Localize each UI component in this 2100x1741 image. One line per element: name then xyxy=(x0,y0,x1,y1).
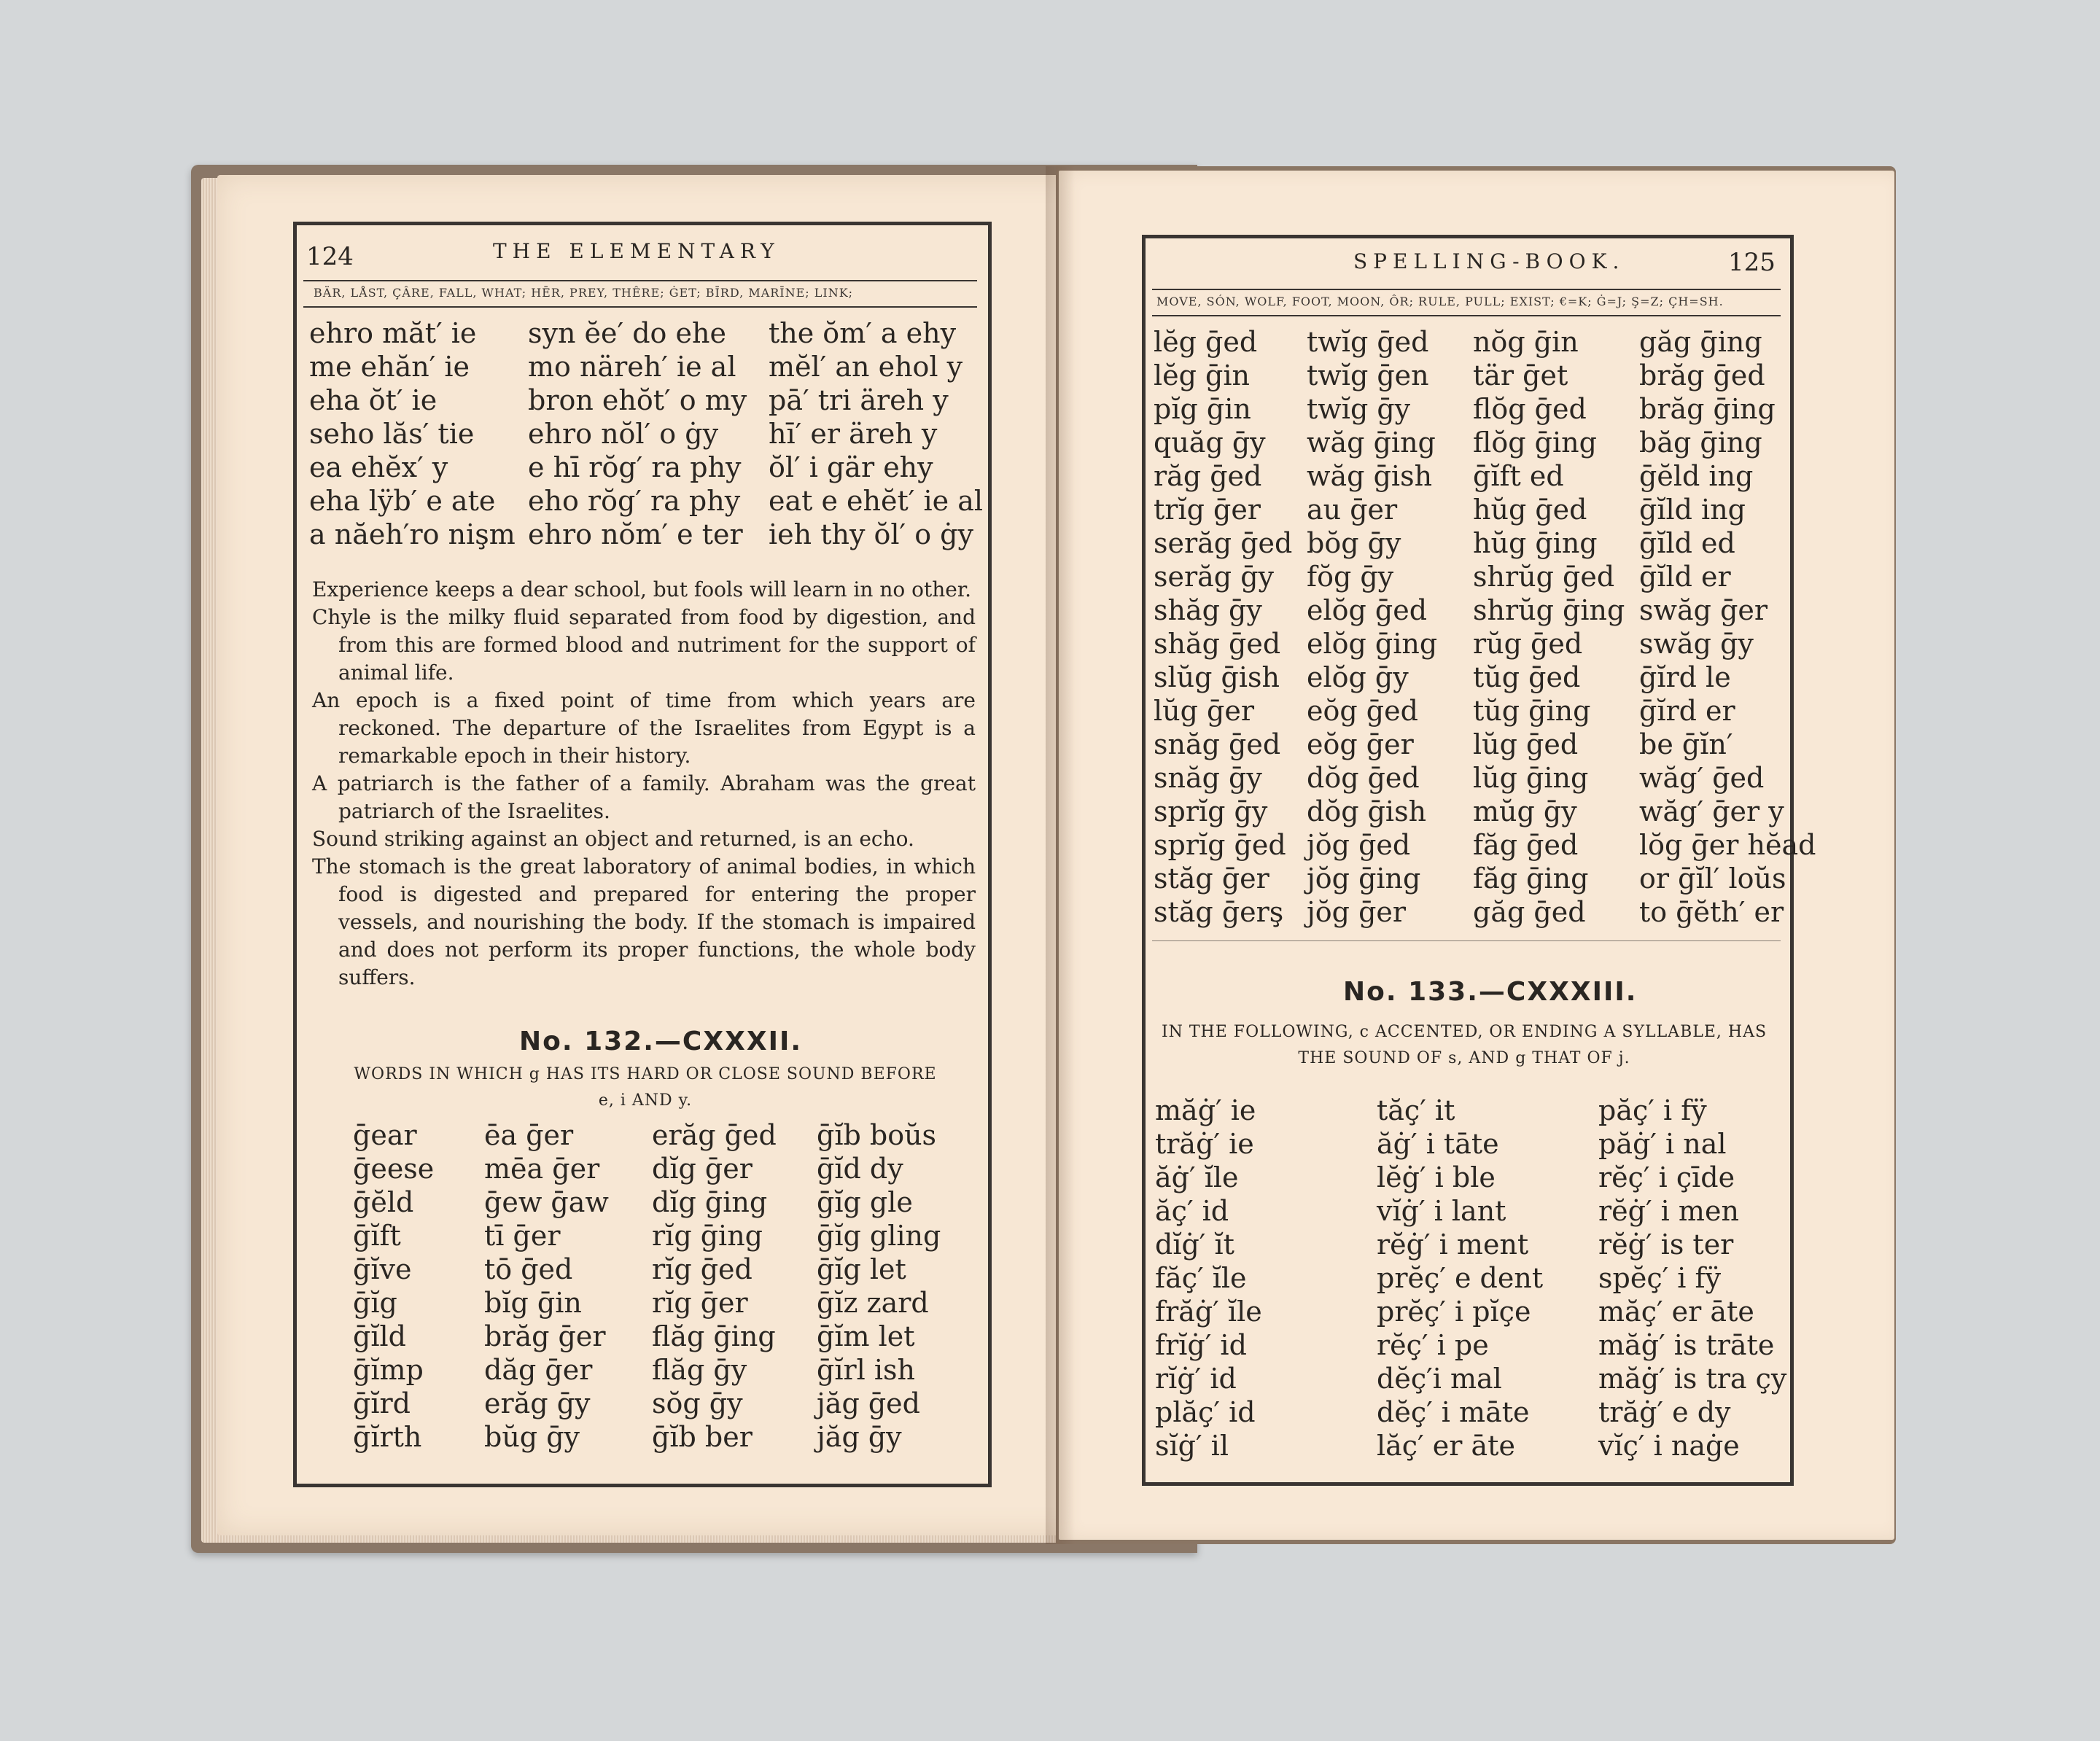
word: erăg ḡy xyxy=(484,1387,591,1419)
left-running-head: THE ELEMENTARY xyxy=(493,239,780,263)
word: snăg ḡy xyxy=(1154,762,1262,794)
word: tăç′ it xyxy=(1377,1094,1455,1126)
right-pronunciation-key: MOVE, SÓN, WOLF, FOOT, MOON, ÔR; RULE, PULL; EXIST; €=K; Ġ=J; Ş=Z; ÇH=SH. xyxy=(1156,295,1724,308)
lesson-133-column-1 xyxy=(1155,1094,1377,1462)
word: or ḡĭl′ loŭs xyxy=(1639,862,1786,895)
word: sprĭg ḡy xyxy=(1154,795,1268,827)
word: stăg ḡer xyxy=(1154,862,1269,895)
word: hŭg ḡing xyxy=(1473,527,1598,559)
word: jŏg ḡer xyxy=(1307,896,1407,928)
word: pā′ tri äreh y xyxy=(769,384,949,416)
lesson-133-heading: No. 133.—CXXXIII. xyxy=(1343,977,1638,1007)
word: dĭġ′ ĭt xyxy=(1155,1228,1234,1261)
word: dĕç′ i māte xyxy=(1377,1396,1530,1428)
word: lŭg ḡing xyxy=(1473,762,1589,794)
word: ḡĭrd er xyxy=(1639,695,1735,727)
lesson-132-column-2 xyxy=(484,1118,652,1454)
word: băg ḡing xyxy=(1639,427,1762,459)
word: eha lÿb′ e ate xyxy=(309,485,496,517)
sentence: An epoch is a fixed point of time from which years are reckoned. The departure of the Israelites from Egypt is a remarkable epoch in their history. xyxy=(312,688,976,768)
word: dŏg ḡish xyxy=(1307,795,1427,827)
word: dăg ḡer xyxy=(484,1354,593,1386)
word: rĕġ′ is ter xyxy=(1598,1228,1734,1261)
word: ḡĭb ber xyxy=(652,1421,752,1453)
right-section-rule xyxy=(1152,940,1781,941)
word: elŏg ḡy xyxy=(1307,661,1409,693)
word: făg ḡed xyxy=(1473,829,1579,861)
word: ḡĭld er xyxy=(1639,561,1731,593)
word: ḡĭld ed xyxy=(1639,527,1735,559)
word: măç′ er āte xyxy=(1598,1296,1754,1328)
word: serăg ḡed xyxy=(1154,527,1293,559)
word: trĭg ḡer xyxy=(1154,494,1261,526)
word: ḡĭve xyxy=(353,1253,412,1285)
left-word-column-3 xyxy=(769,316,984,551)
word: găg ḡed xyxy=(1473,896,1586,928)
word: rĕġ′ i ment xyxy=(1377,1228,1529,1261)
word: tō ḡed xyxy=(484,1253,573,1285)
word: wăg ḡing xyxy=(1307,427,1436,459)
sentence: A patriarch is the father of a family. Abraham was the great patriarch of the Israelites. xyxy=(312,771,976,823)
word: rĕç′ i çīde xyxy=(1598,1161,1735,1193)
word: ăġ′ ĭle xyxy=(1155,1161,1239,1193)
right-running-head: SPELLING-BOOK. xyxy=(1353,249,1625,273)
word: lĕg ḡed xyxy=(1154,326,1258,358)
word: răg ḡed xyxy=(1154,460,1262,492)
sentence: Chyle is the milky fluid separated from food by digestion, and from this are formed blood and nutriment for the support of animal life. xyxy=(312,605,976,685)
word: măġ′ is trāte xyxy=(1598,1329,1775,1361)
word: găg ḡing xyxy=(1639,326,1762,358)
word: măġ′ ie xyxy=(1155,1094,1256,1126)
word: trăġ′ e dy xyxy=(1598,1396,1731,1428)
word: be ḡĭn′ xyxy=(1639,728,1733,760)
word: rĕç′ i pe xyxy=(1377,1329,1489,1361)
word: lŏg ḡer hĕad xyxy=(1639,829,1816,861)
word: mēa ḡer xyxy=(484,1153,600,1185)
word: dŏg ḡed xyxy=(1307,762,1420,794)
word: vĭç′ i naġe xyxy=(1598,1430,1740,1462)
word: ḡĭmp xyxy=(353,1354,424,1386)
word: ḡĭld xyxy=(353,1320,406,1352)
word: prĕç′ i pĭçe xyxy=(1377,1296,1531,1328)
word: nŏg ḡin xyxy=(1473,326,1579,358)
word: shrŭg ḡed xyxy=(1473,561,1615,593)
left-word-column-2 xyxy=(528,316,769,551)
word: swăg ḡer xyxy=(1639,594,1768,626)
sentence: Experience keeps a dear school, but fools will learn in no other. xyxy=(312,577,972,601)
word: erăg ḡed xyxy=(652,1119,777,1151)
word: ŏl′ i gär ehy xyxy=(769,451,933,483)
word: tī ḡer xyxy=(484,1220,561,1252)
word: ḡĭd dy xyxy=(817,1153,903,1185)
word: rŭg ḡed xyxy=(1473,628,1583,660)
lesson-132-caption xyxy=(314,1062,977,1114)
word: to ḡĕth′ er xyxy=(1639,896,1784,928)
word: wăg′ ḡer y xyxy=(1639,795,1784,827)
word: rĭġ′ id xyxy=(1155,1363,1237,1395)
word: ḡew ḡaw xyxy=(484,1186,609,1218)
word: ehro nŏl′ o ġy xyxy=(528,418,719,450)
word: ḡeese xyxy=(353,1153,435,1185)
word: sprĭg ḡed xyxy=(1154,829,1286,861)
word: tŭg ḡed xyxy=(1473,661,1581,693)
word: stăg ḡerş xyxy=(1154,896,1284,928)
lesson-132-heading: No. 132.—CXXXII. xyxy=(519,1027,803,1056)
word: eŏg ḡed xyxy=(1307,695,1418,727)
word: frĭġ′ id xyxy=(1155,1329,1247,1361)
word: eat e ehĕt′ ie al xyxy=(769,485,984,517)
word: sĭġ′ il xyxy=(1155,1430,1229,1462)
word: twĭg ḡy xyxy=(1307,393,1411,425)
word: bŭg ḡy xyxy=(484,1421,580,1453)
word: spĕç′ i fÿ xyxy=(1598,1262,1722,1294)
word: făg ḡing xyxy=(1473,862,1589,895)
left-sentences xyxy=(312,576,976,992)
word: elŏg ḡed xyxy=(1307,594,1428,626)
word: sŏg ḡy xyxy=(652,1387,743,1419)
word: jŏg ḡing xyxy=(1307,862,1421,895)
word: plăç′ id xyxy=(1155,1396,1256,1428)
word: ea ehĕx′ y xyxy=(309,451,448,483)
word: brăg ḡing xyxy=(1639,393,1776,425)
caption-line: WORDS IN WHICH g HAS ITS HARD OR CLOSE SOUND BEFORE xyxy=(354,1065,937,1083)
word: slŭg ḡish xyxy=(1154,661,1280,693)
word: ēa ḡer xyxy=(484,1119,574,1151)
word: ḡĕld xyxy=(353,1186,414,1218)
right-page-number: 125 xyxy=(1728,248,1776,277)
lesson-133-caption xyxy=(1154,1019,1775,1072)
word: ḡĭft xyxy=(353,1220,401,1252)
word: trăġ′ ie xyxy=(1155,1128,1254,1160)
word: lăç′ er āte xyxy=(1377,1430,1515,1462)
word: twĭg ḡen xyxy=(1307,359,1429,392)
word: ăç′ id xyxy=(1155,1195,1229,1227)
word: mo näreh′ ie al xyxy=(528,351,736,383)
right-word-column-3 xyxy=(1473,325,1639,929)
word: flăg ḡy xyxy=(652,1354,747,1386)
word: ḡĭrl ish xyxy=(817,1354,916,1386)
word: bron ehŏt′ o my xyxy=(528,384,747,416)
word: ḡĭg let xyxy=(817,1253,906,1285)
left-key-rule xyxy=(303,306,977,308)
word: syn ĕe′ do ehe xyxy=(528,317,726,349)
word: ḡĭg gle xyxy=(817,1186,913,1218)
lesson-133-table xyxy=(1155,1094,1787,1462)
word: twĭg ḡed xyxy=(1307,326,1429,358)
word: shrŭg ḡing xyxy=(1473,594,1625,626)
word: ieh thy ŏl′ o ġy xyxy=(769,518,973,550)
word: the ŏm′ a ehy xyxy=(769,317,957,349)
word: rĭg ḡed xyxy=(652,1253,752,1285)
word: brăg ḡed xyxy=(1639,359,1765,392)
lesson-133-column-2 xyxy=(1377,1094,1598,1462)
word: ḡĭrd le xyxy=(1639,661,1731,693)
word: ăġ′ i tāte xyxy=(1377,1128,1499,1160)
word: eha ŏt′ ie xyxy=(309,384,438,416)
word: dĭg ḡer xyxy=(652,1153,752,1185)
word: rĭg ḡing xyxy=(652,1220,763,1252)
word: vĭġ′ i lant xyxy=(1377,1195,1506,1227)
word: ḡĭld ing xyxy=(1639,494,1746,526)
word: shăg ḡed xyxy=(1154,628,1281,660)
word: ḡĭft ed xyxy=(1473,460,1564,492)
right-word-table xyxy=(1154,325,1816,929)
word: rĕġ′ i men xyxy=(1598,1195,1739,1227)
right-word-column-1 xyxy=(1154,325,1307,929)
word: jŏg ḡed xyxy=(1307,829,1411,861)
word: brăg ḡer xyxy=(484,1320,606,1352)
spine-shadow xyxy=(1046,166,1075,1544)
word: bŏg ḡy xyxy=(1307,527,1401,559)
word: dĭg ḡing xyxy=(652,1186,768,1218)
left-pronunciation-key: BÄR, LÅST, ÇÂRE, FALL, WHAT; HĒR, PREY, THÊRE; ĠET; BĪRD, MARĪNE; LINK; xyxy=(314,286,854,300)
word: păġ′ i nal xyxy=(1598,1128,1727,1160)
word: ehro măt′ ie xyxy=(309,317,477,349)
word: flŏg ḡed xyxy=(1473,393,1587,425)
sentence: The stomach is the great laboratory of animal bodies, in which food is digested and prepared for entering the proper vessels, and nourishing the body. If the stomach is impaired and does not perform its proper functions, the whole body suffers. xyxy=(312,854,976,989)
word: wăg ḡish xyxy=(1307,460,1433,492)
word: ḡĭg xyxy=(353,1287,397,1319)
word: mĕl′ an ehol y xyxy=(769,351,963,383)
word: lĕg ḡin xyxy=(1154,359,1250,392)
word: lŭg ḡed xyxy=(1473,728,1579,760)
word: swăg ḡy xyxy=(1639,628,1754,660)
word: măġ′ is tra çy xyxy=(1598,1363,1787,1395)
right-head-rule xyxy=(1152,289,1781,290)
word: fŏg ḡy xyxy=(1307,561,1394,593)
left-word-table xyxy=(309,316,984,551)
word: shăg ḡy xyxy=(1154,594,1262,626)
word: păç′ i fÿ xyxy=(1598,1094,1707,1126)
word: tŭg ḡing xyxy=(1473,695,1591,727)
word: seho lăs′ tie xyxy=(309,418,475,450)
word: flăg ḡing xyxy=(652,1320,776,1352)
word: dĕç′i mal xyxy=(1377,1363,1502,1395)
word: wăg′ ḡed xyxy=(1639,762,1765,794)
word: hŭg ḡed xyxy=(1473,494,1587,526)
word: jăg ḡed xyxy=(817,1387,920,1419)
word: au ḡer xyxy=(1307,494,1398,526)
word: jăg ḡy xyxy=(817,1421,902,1453)
left-page-number: 124 xyxy=(306,242,354,271)
word: ḡĭz zard xyxy=(817,1287,929,1319)
word: a năeh′ro nişm xyxy=(309,518,516,550)
word: eho rŏg′ ra phy xyxy=(528,485,741,517)
caption-line: IN THE FOLLOWING, c ACCENTED, OR ENDING A SYLLABLE, HAS xyxy=(1161,1023,1768,1041)
word: ehro nŏm′ e ter xyxy=(528,518,743,550)
word: ḡĭg gling xyxy=(817,1220,941,1252)
word: e hī rŏg′ ra phy xyxy=(528,451,742,483)
word: ḡĭrd xyxy=(353,1387,411,1419)
word: hī′ er äreh y xyxy=(769,418,938,450)
word: snăg ḡed xyxy=(1154,728,1281,760)
word: pĭg ḡin xyxy=(1154,393,1251,425)
word: me ehăn′ ie xyxy=(309,351,470,383)
word: bĭg ḡin xyxy=(484,1287,582,1319)
word: ḡĭrth xyxy=(353,1421,422,1453)
word: elŏg ḡing xyxy=(1307,628,1438,660)
right-word-column-2 xyxy=(1307,325,1473,929)
word: tär ḡet xyxy=(1473,359,1568,392)
lesson-132-column-1 xyxy=(353,1118,484,1454)
word: ḡĭb boŭs xyxy=(817,1119,937,1151)
left-head-rule xyxy=(303,280,977,281)
word: mŭg ḡy xyxy=(1473,795,1577,827)
word: eŏg ḡer xyxy=(1307,728,1414,760)
word: făç′ ĭle xyxy=(1155,1262,1247,1294)
right-word-column-4 xyxy=(1639,325,1816,929)
word: frăġ′ ĭle xyxy=(1155,1296,1262,1328)
caption-line: THE SOUND OF s, AND g THAT OF j. xyxy=(1298,1049,1630,1067)
word: ḡear xyxy=(353,1119,417,1151)
word: ḡĭm let xyxy=(817,1320,915,1352)
caption-line: e, i AND y. xyxy=(598,1091,693,1110)
lesson-132-column-4 xyxy=(817,1118,962,1454)
left-word-column-1 xyxy=(309,316,528,551)
word: flŏg ḡing xyxy=(1473,427,1597,459)
word: quăg ḡy xyxy=(1154,427,1266,459)
lesson-133-column-3 xyxy=(1598,1094,1787,1462)
lesson-132-column-3 xyxy=(652,1118,817,1454)
word: lŭg ḡer xyxy=(1154,695,1255,727)
word: serăg ḡy xyxy=(1154,561,1275,593)
lesson-132-table xyxy=(353,1118,962,1454)
word: ḡĕld ing xyxy=(1639,460,1754,492)
word: prĕç′ e dent xyxy=(1377,1262,1544,1294)
sentence: Sound striking against an object and returned, is an echo. xyxy=(312,827,914,851)
right-key-rule xyxy=(1152,315,1781,316)
word: rĭg ḡer xyxy=(652,1287,748,1319)
word: lĕġ′ i ble xyxy=(1377,1161,1496,1193)
